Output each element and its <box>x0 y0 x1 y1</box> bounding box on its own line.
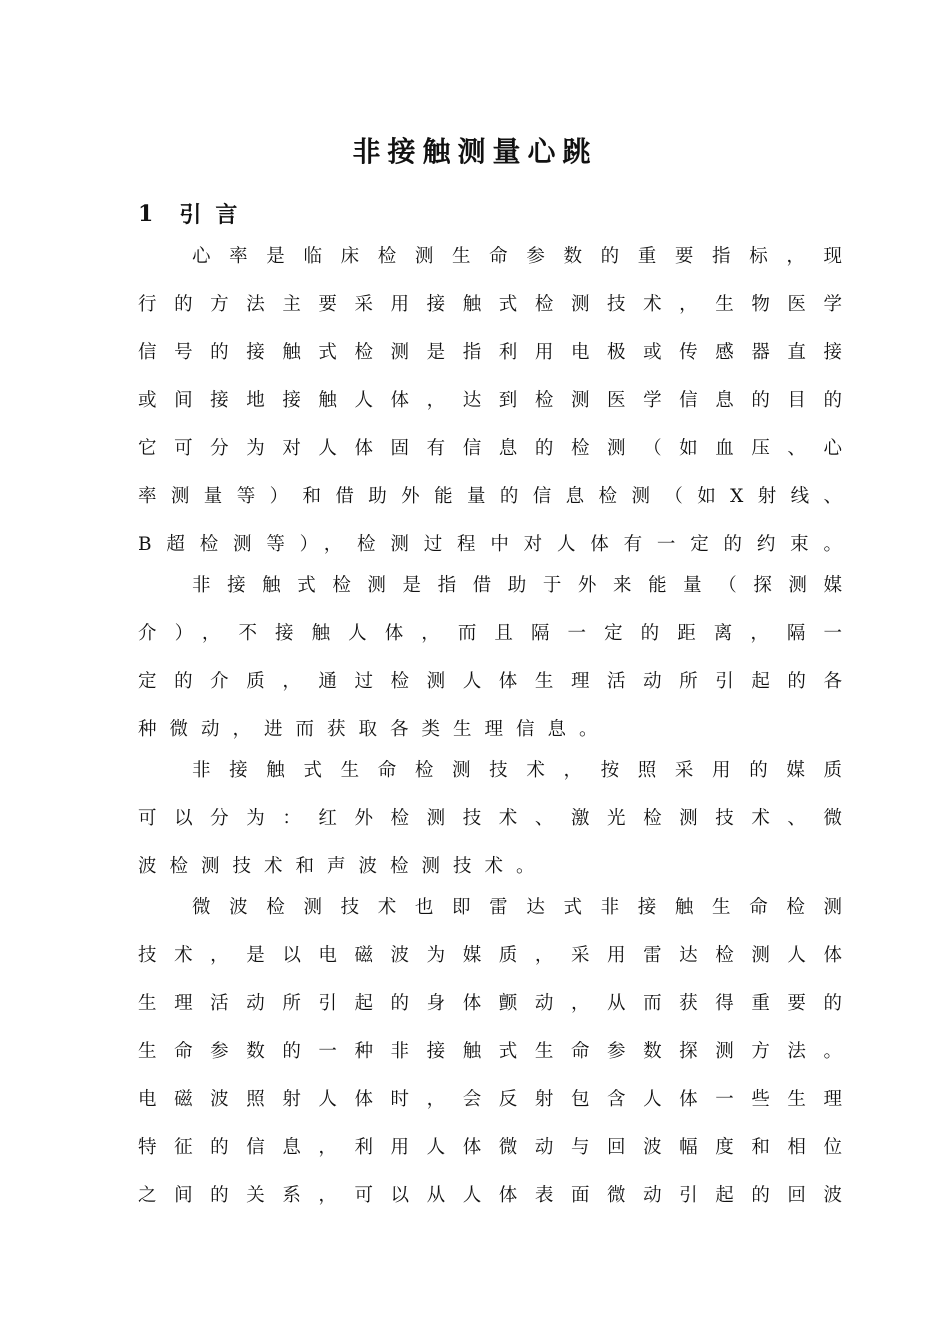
paragraph-line: 或间接地接触人体，达到检测医学信息的目的 <box>138 390 842 411</box>
section-title: 引言 <box>179 202 252 228</box>
paragraph-line: 之间的关系，可以从人体表面微动引起的回波 <box>138 1185 842 1206</box>
paragraph-line: 生命参数的一种非接触式生命参数探测方法。 <box>138 1041 842 1062</box>
paragraph-line: 非接触式检测是指借助于外来能量（探测媒 <box>192 575 842 596</box>
paragraph-line: 非接触式生命检测技术，按照采用的媒质 <box>192 760 842 781</box>
paragraph-line: 技术，是以电磁波为媒质，采用雷达检测人体 <box>138 945 842 966</box>
section-heading <box>138 198 251 229</box>
paragraph-line: 它可分为对人体固有信息的检测（如血压、心 <box>138 438 842 459</box>
paragraph-line: 介），不接触人体，而且隔一定的距离，隔一 <box>138 623 842 644</box>
section-number: 1 <box>138 200 154 227</box>
paragraph-line: 率测量等）和借助外能量的信息检测（如X射线、 <box>138 486 842 507</box>
paragraph-line: 定的介质，通过检测人体生理活动所引起的各 <box>138 671 842 692</box>
paragraph-line: 特征的信息，利用人体微动与回波幅度和相位 <box>138 1137 842 1158</box>
paragraph-line: B超检测等），检测过程中对人体有一定的约束。 <box>138 534 842 555</box>
paragraph-line: 微波检测技术也即雷达式非接触生命检测 <box>192 897 842 918</box>
paragraph-line: 心率是临床检测生命参数的重要指标，现 <box>192 246 842 267</box>
paragraph-line: 信号的接触式检测是指利用电极或传感器直接 <box>138 342 842 363</box>
paragraph-line: 生理活动所引起的身体颤动，从而获得重要的 <box>138 993 842 1014</box>
paragraph-line: 种微动，进而获取各类生理信息。 <box>138 719 611 740</box>
paragraph-line: 电磁波照射人体时，会反射包含人体一些生理 <box>138 1089 842 1110</box>
paragraph-line: 行的方法主要采用接触式检测技术，生物医学 <box>138 294 842 315</box>
paragraph-line: 波检测技术和声波检测技术。 <box>138 856 548 877</box>
document-title: 非接触测量心跳 <box>352 135 598 168</box>
paragraph-line: 可以分为：红外检测技术、激光检测技术、微 <box>138 808 842 829</box>
